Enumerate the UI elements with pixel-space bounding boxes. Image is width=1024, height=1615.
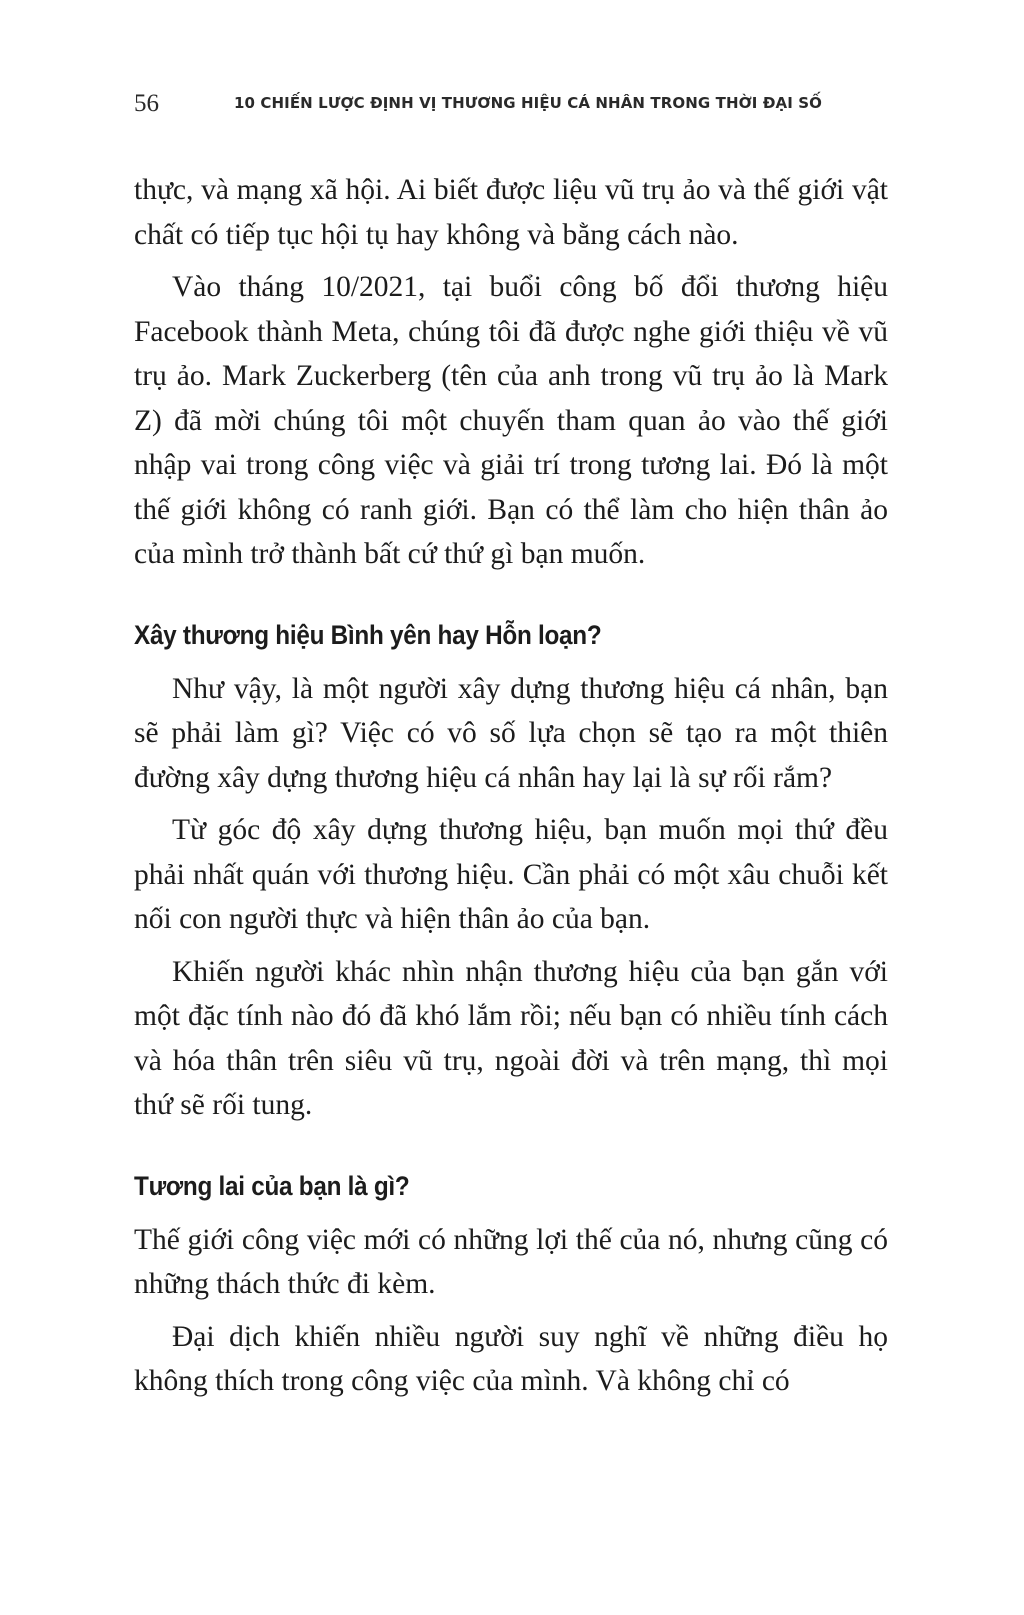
body-text (134, 168, 888, 1412)
running-header (134, 86, 888, 122)
page-number: 56 (134, 90, 159, 117)
paragraph: Thế giới công việc mới có những lợi thế của nó, nhưng cũng có những thách thức đi kèm. (134, 1223, 888, 1300)
paragraph: Như vậy, là một người xây dựng thương hiệu cá nhân, bạn sẽ phải làm gì? Việc có vô số lựa chọn sẽ tạo ra một thiên đường xây dựng thương hiệu cá nhân hay lại là sự rối rắm? (134, 672, 888, 794)
section-heading: Xây thương hiệu Bình yên hay Hỗn loạn? (134, 619, 602, 650)
paragraph: Vào tháng 10/2021, tại buổi công bố đổi thương hiệu Facebook thành Meta, chúng tôi đã được nghe giới thiệu về vũ trụ ảo. Mark Zuckerberg (tên của anh trong vũ trụ ảo là Mark Z) đã mời chúng tôi một chuyến tham quan ảo vào thế giới nhập vai trong công việc và giải trí trong tương lai. Đó là một thế giới không có ranh giới. Bạn có thể làm cho hiện thân ảo của mình trở thành bất cứ thứ gì bạn muốn. (134, 271, 888, 570)
paragraph: Khiến người khác nhìn nhận thương hiệu của bạn gắn với một đặc tính nào đó đã khó lắm rồi; nếu bạn có nhiều tính cách và hóa thân trên siêu vũ trụ, ngoài đời và trên mạng, thì mọi thứ sẽ rối tung. (134, 955, 888, 1121)
book-title: 10 CHIẾN LƯỢC ĐỊNH VỊ THƯƠNG HIỆU CÁ NHÂN TRONG THỜI ĐẠI SỐ (234, 94, 822, 112)
paragraph-continued: thực, và mạng xã hội. Ai biết được liệu vũ trụ ảo và thế giới vật chất có tiếp tục hội tụ hay không và bằng cách nào. (134, 174, 888, 251)
section-heading: Tương lai của bạn là gì? (134, 1170, 410, 1201)
paragraph: Đại dịch khiến nhiều người suy nghĩ về những điều họ không thích trong công việc của mình. Và không chỉ có (134, 1320, 888, 1397)
paragraph: Từ góc độ xây dựng thương hiệu, bạn muốn mọi thứ đều phải nhất quán với thương hiệu. Cần phải có một xâu chuỗi kết nối con người thực và hiện thân ảo của bạn. (134, 814, 888, 935)
